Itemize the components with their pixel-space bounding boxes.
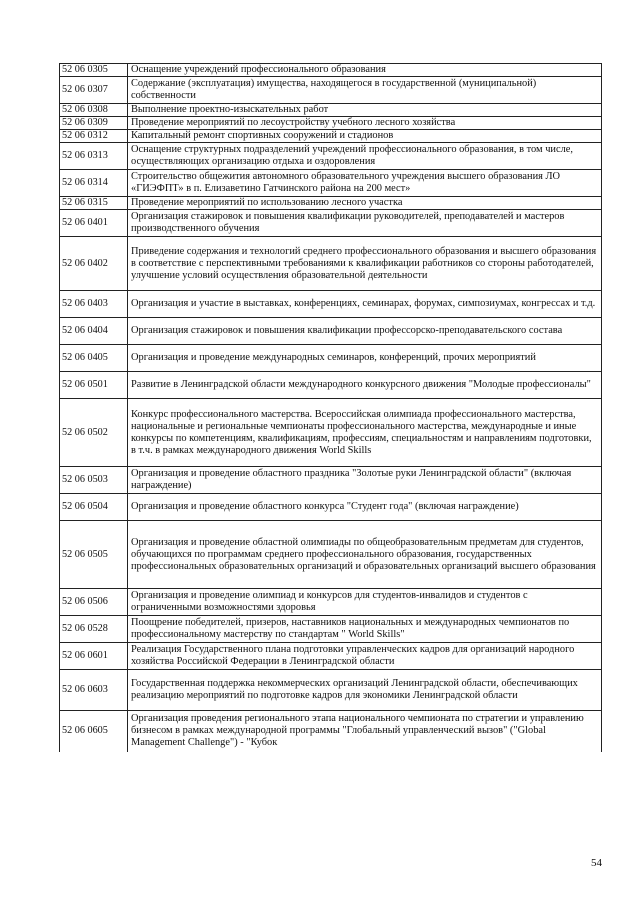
table-row	[60, 521, 602, 589]
table-row	[60, 130, 602, 143]
row-code: 52 06 0309	[60, 117, 128, 130]
table-row	[60, 399, 602, 467]
table-row	[60, 143, 602, 170]
row-description: Организация стажировок и повышения квалификации руководителей, преподавателей и мастеров производственного обучения	[128, 210, 602, 237]
row-code: 52 06 0315	[60, 197, 128, 210]
table-row	[60, 104, 602, 117]
row-description: Проведение мероприятий по лесоустройству учебного лесного хозяйства	[128, 117, 602, 130]
table-row	[60, 237, 602, 291]
row-code: 52 06 0505	[60, 521, 128, 589]
table-body	[60, 64, 602, 752]
table-row	[60, 117, 602, 130]
row-description: Проведение мероприятий по использованию лесного участка	[128, 197, 602, 210]
table-row	[60, 616, 602, 643]
row-description: Развитие в Ленинградской области международного конкурсного движения "Молодые профессионалы"	[128, 372, 602, 399]
row-description: Организация и участие в выставках, конференциях, семинарах, форумах, симпозиумах, конгрессах и т.д.	[128, 291, 602, 318]
row-code: 52 06 0305	[60, 64, 128, 77]
row-description: Организация проведения регионального этапа национального чемпионата по стратегии и управлению бизнесом в рамках международной программы "Глобальный управленческий вызов" ("Global Management Challenge") - "Кубок	[128, 711, 602, 752]
table-row	[60, 345, 602, 372]
row-code: 52 06 0605	[60, 711, 128, 752]
row-code: 52 06 0403	[60, 291, 128, 318]
table-row	[60, 643, 602, 670]
row-description: Конкурс профессионального мастерства. Всероссийская олимпиада профессионального мастерства, национальные и региональные чемпионаты профессионального мастерства, международные и иные конкурсы по компетенциям, квалификациям, профессиям, специальностям и направлениям подготовки, в т.ч. в рамках международного движения World Skills	[128, 399, 602, 467]
table-row	[60, 372, 602, 399]
row-code: 52 06 0401	[60, 210, 128, 237]
row-code: 52 06 0308	[60, 104, 128, 117]
row-description: Оснащение учреждений профессионального образования	[128, 64, 602, 77]
table-row	[60, 197, 602, 210]
row-code: 52 06 0502	[60, 399, 128, 467]
row-code: 52 06 0314	[60, 170, 128, 197]
row-description: Приведение содержания и технологий среднего профессионального образования и высшего образования в соответствие с перспективными требованиями к квалификации работников со стороны работодателей, улучшение условий осуществления образовательной деятельности	[128, 237, 602, 291]
row-description: Реализация Государственного плана подготовки управленческих кадров для организаций народного хозяйства Российской Федерации в Ленинградской области	[128, 643, 602, 670]
row-code: 52 06 0503	[60, 467, 128, 494]
row-description: Государственная поддержка некоммерческих организаций Ленинградской области, обеспечивающих реализацию мероприятий по подготовке кадров для экономики Ленинградской области	[128, 670, 602, 711]
row-code: 52 06 0313	[60, 143, 128, 170]
row-code: 52 06 0601	[60, 643, 128, 670]
row-code: 52 06 0506	[60, 589, 128, 616]
table-row	[60, 77, 602, 104]
row-code: 52 06 0504	[60, 494, 128, 521]
table-row	[60, 210, 602, 237]
row-description: Выполнение проектно-изыскательных работ	[128, 104, 602, 117]
table-row	[60, 170, 602, 197]
row-code: 52 06 0402	[60, 237, 128, 291]
table-row	[60, 711, 602, 752]
row-description: Строительство общежития автономного образовательного учреждения высшего образования ЛО «ГИЭФПТ» в п. Елизаветино Гатчинского района на 200 мест»	[128, 170, 602, 197]
row-description: Организация и проведение международных семинаров, конференций, прочих мероприятий	[128, 345, 602, 372]
row-description: Организация стажировок и повышения квалификации профессорско-преподавательского состава	[128, 318, 602, 345]
table-row	[60, 291, 602, 318]
row-description: Организация и проведение олимпиад и конкурсов для студентов-инвалидов и студентов с ограниченными возможностями здоровья	[128, 589, 602, 616]
row-code: 52 06 0501	[60, 372, 128, 399]
row-description: Содержание (эксплуатация) имущества, находящегося в государственной (муниципальной) собственности	[128, 77, 602, 104]
row-code: 52 06 0528	[60, 616, 128, 643]
row-description: Поощрение победителей, призеров, наставников национальных и международных чемпионатов по профессиональному мастерству по стандартам " World Skills"	[128, 616, 602, 643]
row-description: Организация и проведение областного праздника "Золотые руки Ленинградской области" (включая награждение)	[128, 467, 602, 494]
budget-codes-table	[59, 63, 602, 752]
table-row	[60, 64, 602, 77]
row-code: 52 06 0603	[60, 670, 128, 711]
table-row	[60, 318, 602, 345]
table-row	[60, 670, 602, 711]
row-description: Капитальный ремонт спортивных сооружений и стадионов	[128, 130, 602, 143]
row-code: 52 06 0312	[60, 130, 128, 143]
row-code: 52 06 0307	[60, 77, 128, 104]
table-row	[60, 494, 602, 521]
row-description: Организация и проведение областной олимпиады по общеобразовательным предметам для студентов, обучающихся по программам среднего профессионального образования, государственных профессиональных образовательных организаций и образовательных организаций высшего образования	[128, 521, 602, 589]
table-row	[60, 467, 602, 494]
row-code: 52 06 0404	[60, 318, 128, 345]
page-number: 54	[591, 857, 602, 869]
row-description: Оснащение структурных подразделений учреждений профессионального образования, в том числе, осуществляющих организацию отдыха и оздоровления	[128, 143, 602, 170]
table-row	[60, 589, 602, 616]
row-code: 52 06 0405	[60, 345, 128, 372]
row-description: Организация и проведение областного конкурса "Студент года" (включая награждение)	[128, 494, 602, 521]
